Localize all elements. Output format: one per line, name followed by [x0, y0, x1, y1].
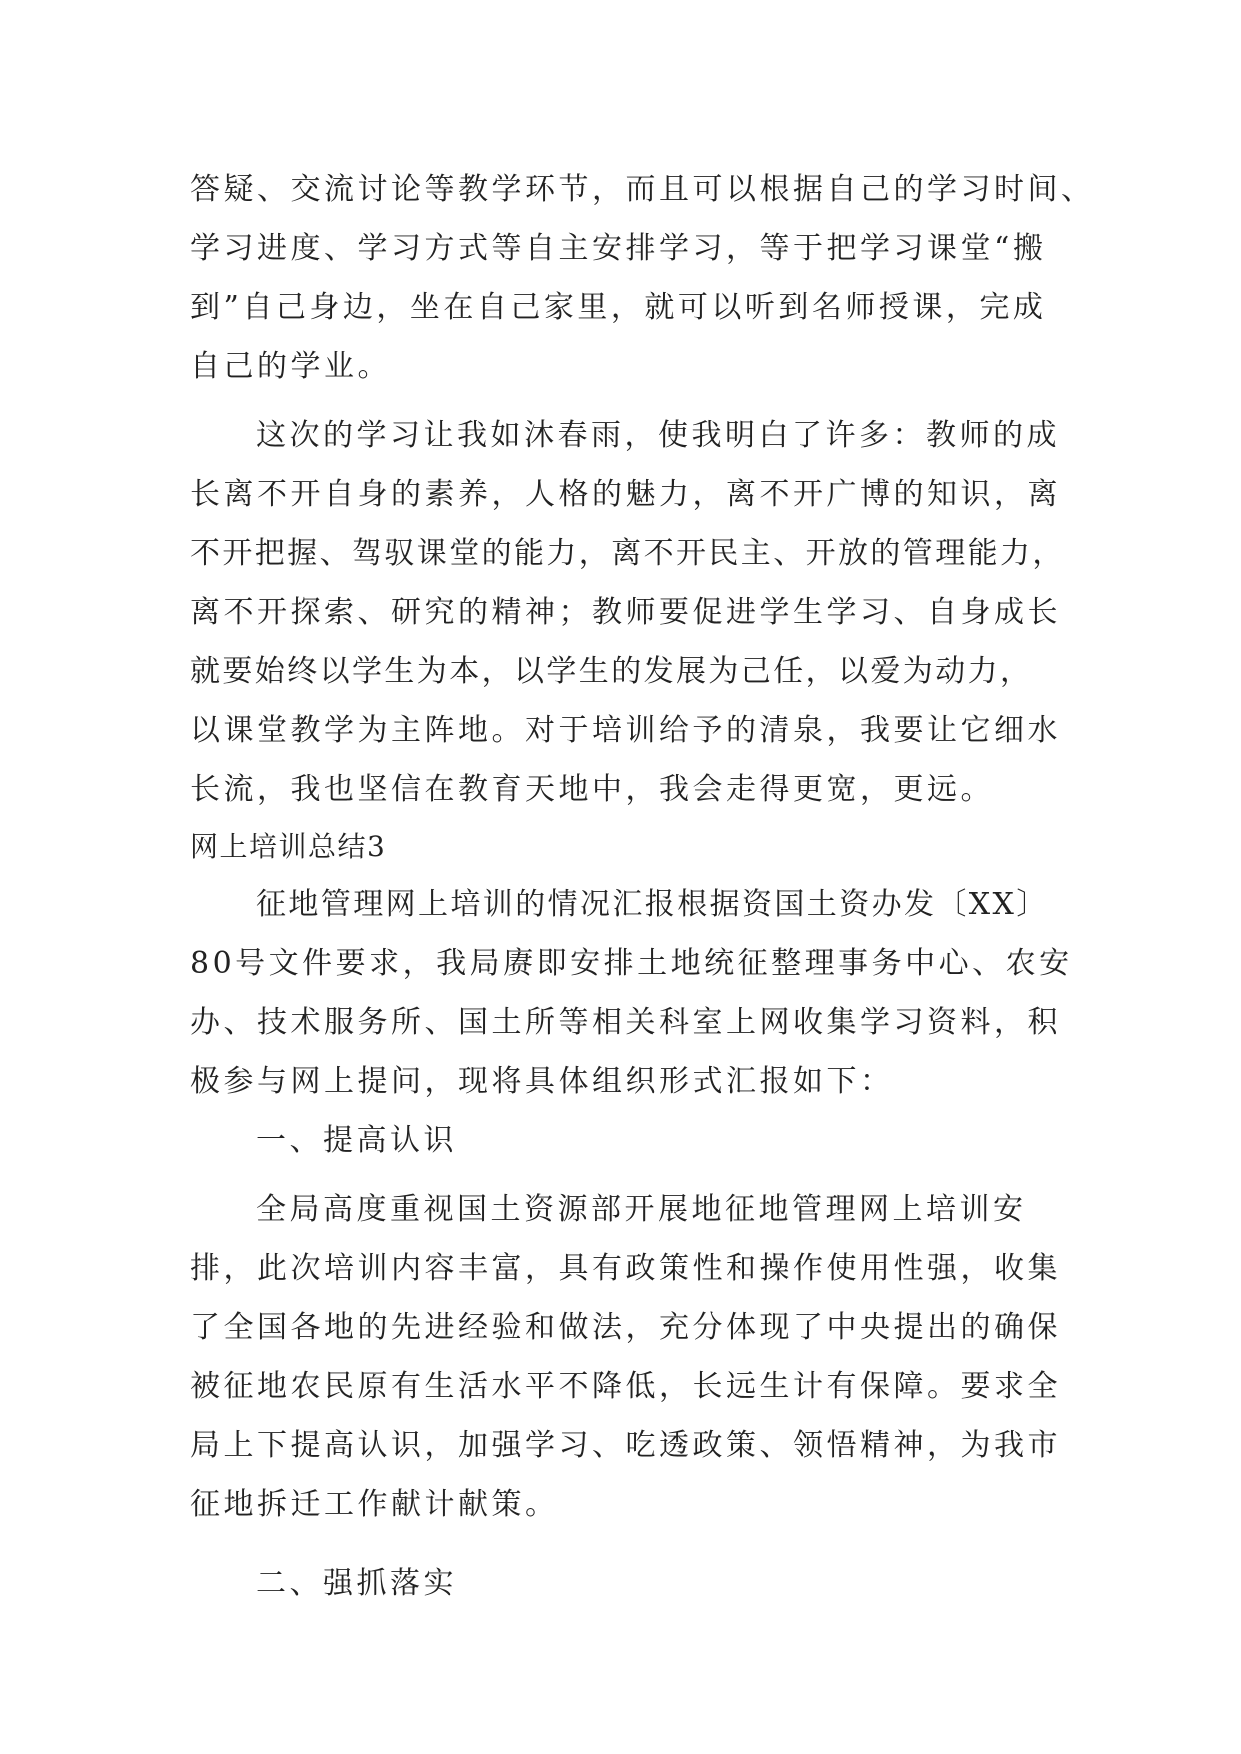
text-line: 办、技术服务所、国土所等相关科室上网收集学习资料，积 — [190, 1005, 1061, 1040]
text-line: 征地拆迁工作献计献策。 — [190, 1487, 559, 1522]
document-page — [190, 160, 1095, 1613]
text-line: 了全国各地的先进经验和做法，充分体现了中央提出的确保 — [190, 1310, 1061, 1345]
text-line: 这次的学习让我如沐春雨，使我明白了许多：教师的成 — [256, 418, 1060, 453]
text-line: 离不开探索、研究的精神；教师要促进学生学习、自身成长 — [190, 595, 1061, 630]
text-line: 极参与网上提问，现将具体组织形式汇报如下： — [190, 1064, 894, 1099]
text-line: 被征地农民原有生活水平不降低，长远生计有保障。要求全 — [190, 1369, 1061, 1404]
text-line: 就要始终以学生为本，以学生的发展为己任，以爱为动力， — [190, 654, 1033, 689]
text-line: 学习进度、学习方式等自主安排学习，等于把学习课堂“搬 — [190, 231, 1047, 266]
paragraph-2 — [190, 406, 1065, 819]
section-title: 网上培训总结3 — [190, 830, 387, 863]
heading-2: 二、强抓落实 — [256, 1566, 457, 1601]
text-line: 排，此次培训内容丰富，具有政策性和操作使用性强，收集 — [190, 1251, 1061, 1286]
text-line: 80号文件要求，我局赓即安排土地统征整理事务中心、农安 — [190, 946, 1073, 981]
text-line: 答疑、交流讨论等教学环节，而且可以根据自己的学习时间、 — [190, 172, 1095, 207]
text-line: 不开把握、驾驭课堂的能力，离不开民主、开放的管理能力， — [190, 536, 1065, 571]
text-line: 自己的学业。 — [190, 349, 391, 384]
text-line: 以课堂教学为主阵地。对于培训给予的清泉，我要让它细水 — [190, 713, 1061, 748]
heading-1: 一、提高认识 — [256, 1123, 457, 1158]
paragraph-4 — [190, 1180, 1061, 1534]
text-line: 长流，我也坚信在教育天地中，我会走得更宽，更远。 — [190, 772, 994, 807]
paragraph-1 — [190, 160, 1095, 396]
text-line: 长离不开自身的素养，人格的魅力，离不开广博的知识，离 — [190, 477, 1061, 512]
text-line: 征地管理网上培训的情况汇报根据资国土资办发〔XX〕 — [256, 887, 1049, 922]
text-line: 局上下提高认识，加强学习、吃透政策、领悟精神，为我市 — [190, 1428, 1061, 1463]
text-line: 到”自己身边，坐在自己家里，就可以听到名师授课，完成 — [190, 290, 1047, 325]
paragraph-3 — [190, 875, 1073, 1111]
text-line: 全局高度重视国土资源部开展地征地管理网上培训安 — [256, 1192, 1027, 1227]
